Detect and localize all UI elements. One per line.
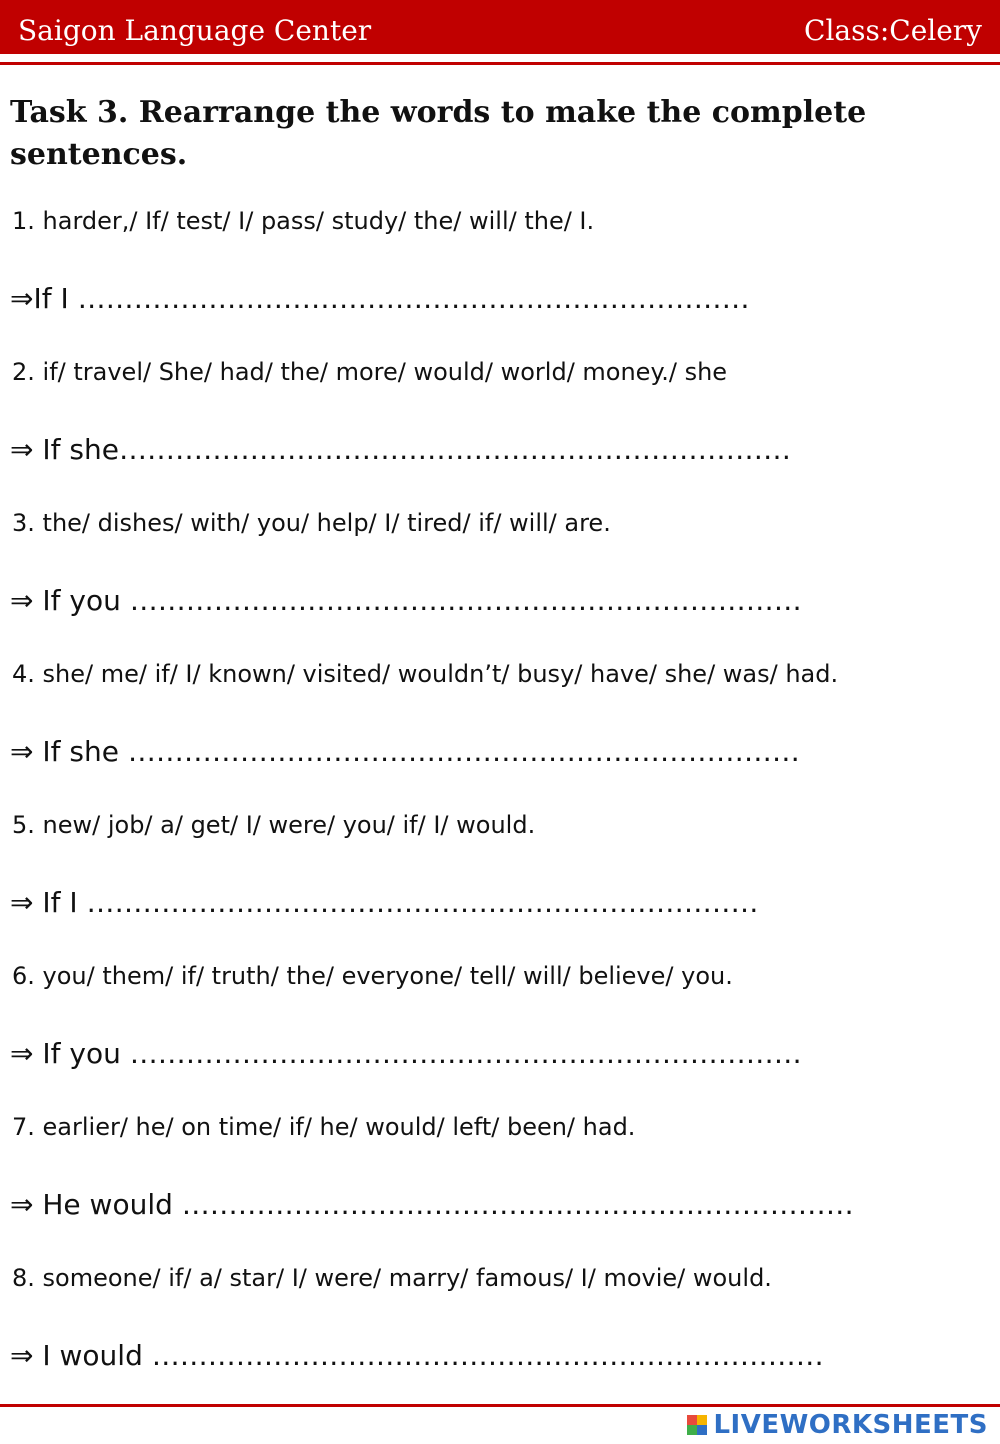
answer-line-4[interactable]: ⇒ If she ……………………………………………………………… bbox=[10, 735, 800, 768]
question-1: 1. harder,/ If/ test/ I/ pass/ study/ the/ will/ the/ I. bbox=[12, 207, 595, 235]
liveworksheets-logo-icon bbox=[687, 1415, 707, 1435]
header-bar bbox=[0, 0, 1000, 54]
question-2: 2. if/ travel/ She/ had/ the/ more/ would/ world/ money./ she bbox=[12, 358, 728, 386]
school-name: Saigon Language Center bbox=[18, 14, 372, 47]
question-6: 6. you/ them/ if/ truth/ the/ everyone/ tell/ will/ believe/ you. bbox=[12, 962, 733, 990]
question-8: 8. someone/ if/ a/ star/ I/ were/ marry/ famous/ I/ movie/ would. bbox=[12, 1264, 772, 1292]
answer-line-8[interactable]: ⇒ I would ……………………………………………………………… bbox=[10, 1339, 824, 1372]
header-divider bbox=[0, 62, 1000, 65]
answer-line-5[interactable]: ⇒ If I ……………………………………………………………… bbox=[10, 886, 759, 919]
footer-divider bbox=[0, 1404, 1000, 1407]
class-label: Class:Celery bbox=[804, 14, 982, 47]
brand-name: LIVEWORKSHEETS bbox=[713, 1410, 988, 1440]
answer-line-2[interactable]: ⇒ If she……………………………………………………………… bbox=[10, 433, 791, 466]
answer-line-6[interactable]: ⇒ If you ……………………………………………………………… bbox=[10, 1037, 802, 1070]
question-7: 7. earlier/ he/ on time/ if/ he/ would/ left/ been/ had. bbox=[12, 1113, 636, 1141]
answer-line-1[interactable]: ⇒If I ……………………………………………………………… bbox=[10, 282, 750, 315]
question-4: 4. she/ me/ if/ I/ known/ visited/ wouldn’t/ busy/ have/ she/ was/ had. bbox=[12, 660, 839, 688]
task-title: Task 3. Rearrange the words to make the complete sentences. bbox=[10, 95, 867, 172]
question-5: 5. new/ job/ a/ get/ I/ were/ you/ if/ I/ would. bbox=[12, 811, 536, 839]
question-3: 3. the/ dishes/ with/ you/ help/ I/ tired/ if/ will/ are. bbox=[12, 509, 611, 537]
answer-line-3[interactable]: ⇒ If you ……………………………………………………………… bbox=[10, 584, 802, 617]
liveworksheets-brand bbox=[687, 1410, 988, 1440]
answer-line-7[interactable]: ⇒ He would ……………………………………………………………… bbox=[10, 1188, 854, 1221]
